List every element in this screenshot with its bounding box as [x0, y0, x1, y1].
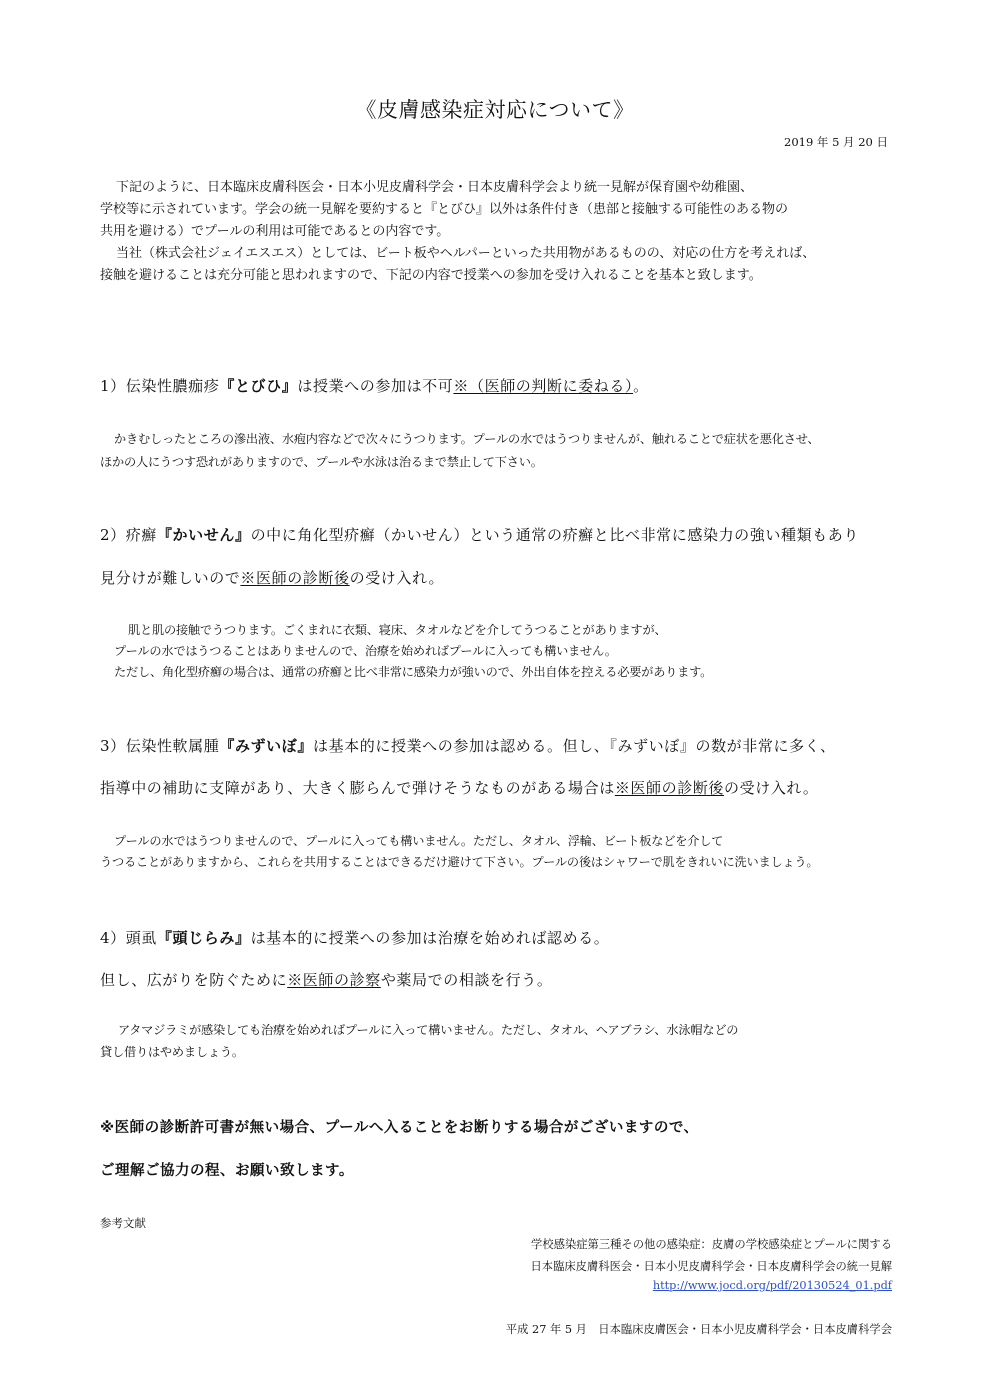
doctor-note: ※医師の診断後 — [614, 779, 725, 797]
doctor-note: ※医師の診察 — [287, 971, 381, 989]
intro-line: 共用を避ける）でプールの利用は可能であるとの内容です。 — [100, 224, 450, 239]
disease-name: 『みずいぼ』 — [219, 737, 313, 755]
heading-text: は基本的に授業への参加は治療を始めれば認める。 — [250, 929, 610, 947]
heading-prefix: 1）伝染性膿痂疹 — [100, 377, 220, 395]
intro-line: 接触を避けることは充分可能と思われますので、下記の内容で授業への参加を受け入れることを基本と致します。 — [100, 268, 762, 283]
disease-name: 『頭じらみ』 — [156, 929, 251, 947]
intro-line: 当社（株式会社ジェイエスエス）としては、ビート板やヘルパーといった共用物があるものの、対応の仕方を考えれば、 — [116, 246, 816, 261]
heading-text: 指導中の補助に支障があり、大きく膨らんで弾けそうなものがある場合は — [100, 779, 615, 797]
references-heading: 参考文献 — [100, 1216, 146, 1230]
heading-text: は授業への参加は不可 — [297, 377, 454, 395]
warning-line: ご理解ご協力の程、お願い致します。 — [100, 1163, 354, 1179]
doctor-note: ※医師の診断後 — [240, 569, 350, 587]
section-note-line: かきむしったところの滲出液、水疱内容などで次々にうつります。プールの水ではうつりませんが、触れることで症状を悪化させ、 — [114, 432, 820, 446]
section-heading-continued — [100, 567, 444, 588]
section-note-line: ただし、角化型疥癬の場合は、通常の疥癬と比べ非常に感染力が強いので、外出自体を控える必要があります。 — [114, 665, 713, 679]
heading-text: 。 — [633, 377, 649, 395]
heading-text: の受け入れ。 — [349, 569, 445, 587]
heading-text: 但し、広がりを防ぐために — [100, 971, 288, 989]
disease-name: 『とびひ』 — [219, 377, 298, 395]
section-note-line: 貸し借りはやめましょう。 — [100, 1045, 244, 1059]
reference-line: 平成 27 年 5 月 日本臨床皮膚医会・日本小児皮膚科学会・日本皮膚科学会 — [505, 1323, 892, 1336]
section-note-line: 肌と肌の接触でうつります。ごくまれに衣類、寝床、タオルなどを介してうつることがありますが、 — [128, 623, 667, 637]
doctor-note: ※（医師の判断に委ねる） — [453, 377, 634, 395]
heading-prefix: 2）疥癬 — [100, 526, 157, 544]
page-title: 《皮膚感染症対応について》 — [355, 98, 635, 122]
heading-text: 見分けが難しいので — [100, 569, 241, 587]
reference-line: 学校感染症第三種その他の感染症：皮膚の学校感染症とプールに関する — [531, 1238, 892, 1251]
heading-text: や薬局での相談を行う。 — [380, 971, 553, 989]
heading-text: の受け入れ。 — [724, 779, 819, 797]
section-note-line: アタマジラミが感染しても治療を始めればプールに入って構いません。ただし、タオル、ヘアブラシ、水泳帽などの — [118, 1023, 739, 1037]
section-heading — [100, 735, 836, 756]
document-date: 2019 年 5 月 20 日 — [784, 135, 888, 149]
heading-prefix: 4）頭虱 — [100, 929, 157, 947]
section-note-line: プールの水ではうつりませんので、プールに入っても構いません。ただし、タオル、浮輪、ビート板などを介して — [114, 834, 724, 848]
reference-link[interactable]: http://www.jocd.org/pdf/20130524_01.pdf — [652, 1279, 892, 1292]
heading-prefix: 3）伝染性軟属腫 — [100, 737, 220, 755]
intro-line: 学校等に示されています。学会の統一見解を要約すると『とびひ』以外は条件付き（患部と接触する可能性のある物の — [100, 202, 788, 217]
section-note-line: うつることがありますから、これらを共用することはできるだけ避けて下さい。プールの後はシャワーで肌をきれいに洗いましょう。 — [100, 855, 819, 869]
section-heading — [100, 927, 609, 948]
section-note-line: ほかの人にうつす恐れがありますので、プールや水泳は治るまで禁止して下さい。 — [100, 455, 543, 469]
disease-name: 『かいせん』 — [156, 526, 251, 544]
section-heading — [100, 375, 649, 396]
heading-text: は基本的に授業への参加は認める。但し、『みずいぼ』の数が非常に多く、 — [312, 737, 836, 755]
reference-line: 日本臨床皮膚科医会・日本小児皮膚科学会・日本皮膚科学会の統一見解 — [530, 1260, 892, 1273]
section-note-line: プールの水ではうつることはありませんので、治療を始めればプールに入っても構いません。 — [114, 644, 617, 658]
section-heading-continued — [100, 777, 819, 798]
intro-line: 下記のように、日本臨床皮膚科医会・日本小児皮膚科学会・日本皮膚科学会より統一見解が保育園や幼稚園、 — [116, 180, 754, 195]
section-heading-continued — [100, 969, 552, 990]
warning-line: ※医師の診断許可書が無い場合、プールへ入ることをお断りする場合がございますので、 — [100, 1120, 699, 1136]
heading-text: の中に角化型疥癬（かいせん）という通常の疥癬と比べ非常に感染力の強い種類もあり — [250, 526, 859, 544]
section-heading — [100, 524, 859, 545]
